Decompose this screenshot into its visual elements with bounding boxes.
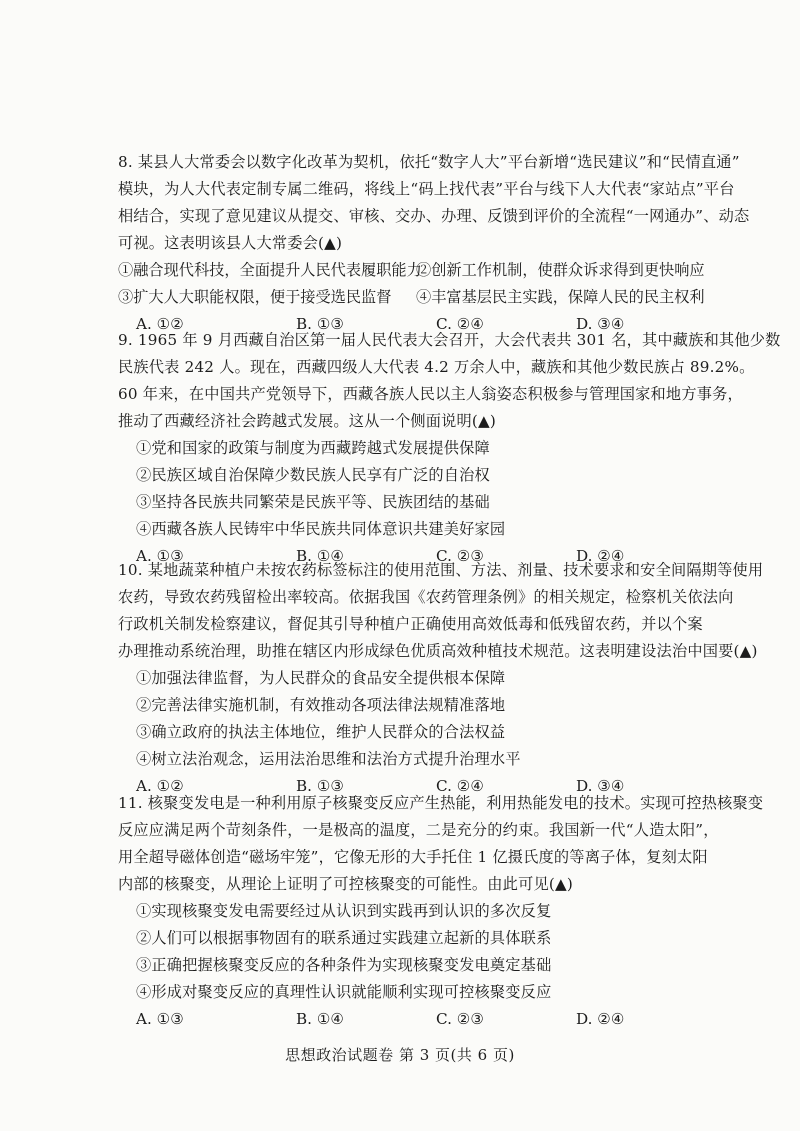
statement-1: ①加强法律监督，为人民群众的食品安全提供根本保障 [136,669,506,687]
question-11-stem-line-1: 11. 核聚变发电是一种利用原子核聚变反应产生热能，利用热能发电的技术。实现可控热核聚变 [118,794,764,812]
option-b: B. ①④ [296,1010,345,1028]
option-a: A. ①② [136,777,184,795]
question-9-stem-line-4: 推动了西藏经济社会跨越式发展。这从一个侧面说明(▲) [118,412,497,430]
option-b: B. ①③ [296,315,345,333]
question-8-stem-line-1: 8. 某县人大常委会以数字化改革为契机，依托“数字人大”平台新增“选民建议”和“民情直通” [118,153,740,171]
statement-4: ④形成对聚变反应的真理性认识就能顺利实现可控核聚变反应 [136,983,552,1001]
option-c: C. ②④ [436,777,484,795]
option-c: C. ②③ [436,1010,484,1028]
question-9-stem-line-1: 9. 1965 年 9 月西藏自治区第一届人民代表大会召开，大会代表共 301 名，其中藏族和其他少数 [118,331,781,349]
question-8 [118,149,750,338]
question-8-statements-row-1 [118,257,718,284]
statement-1: ①党和国家的政策与制度为西藏跨越式发展提供保障 [136,439,490,457]
option-a: A. ①③ [136,547,184,565]
question-8-stem-line-4: 可视。这表明该县人大常委会(▲) [118,234,343,252]
statement-4: ④丰富基层民主实践，保障人民的民主权利 [416,288,705,306]
statement-2: ②完善法律实施机制，有效推动各项法律法规精准落地 [136,696,506,714]
question-11-options [118,1006,718,1033]
option-a: A. ①③ [136,1010,184,1028]
option-a: A. ①② [136,315,184,333]
question-9-stem-line-3: 60 年来，在中国共产党领导下，西藏各族人民以主人翁姿态积极参与管理国家和地方事务， [118,385,743,403]
statement-4: ④树立法治观念，运用法治思维和法治方式提升治理水平 [136,750,521,768]
statement-3: ③扩大人大职能权限，便于接受选民监督 [118,288,392,306]
question-10-stem-line-1: 10. 某地蔬菜种植户未按农药标签标注的使用范围、方法、剂量、技术要求和安全间隔期等使用 [118,561,764,579]
statement-3: ③确立政府的执法主体地位，维护人民群众的合法权益 [136,723,506,741]
question-10-stem-line-2: 农药，导致农药残留检出率较高。依据我国《农药管理条例》的相关规定，检察机关依法向 [118,588,734,606]
option-b: B. ①③ [296,777,345,795]
statement-2: ②民族区域自治保障少数民族人民享有广泛的自治权 [136,466,490,484]
option-d: D. ③④ [576,315,625,333]
question-11 [118,790,764,1033]
question-10 [118,557,764,800]
question-8-statements-row-2 [118,284,718,311]
statement-2: ②创新工作机制，使群众诉求得到更快响应 [416,261,705,279]
option-b: B. ①④ [296,547,345,565]
option-d: D. ②④ [576,547,625,565]
question-8-stem-line-2: 模块，为人大代表定制专属二维码，将线上“码上找代表”平台与线下人大代表“家站点”平台 [118,180,735,198]
option-c: C. ②④ [436,315,484,333]
option-c: C. ②③ [436,547,484,565]
question-8-stem-line-3: 相结合，实现了意见建议从提交、审核、交办、办理、反馈到评价的全流程“一网通办”、动态 [118,207,750,225]
statement-1: ①实现核聚变发电需要经过从认识到实践再到认识的多次反复 [136,902,552,920]
statement-4: ④西藏各族人民铸牢中华民族共同体意识共建美好家园 [136,520,506,538]
statement-2: ②人们可以根据事物固有的联系通过实践建立起新的具体联系 [136,929,552,947]
statement-3: ③坚持各民族共同繁荣是民族平等、民族团结的基础 [136,493,490,511]
page-footer: 思想政治试题卷 第 3 页(共 6 页) [285,1046,515,1064]
question-11-stem-line-4: 内部的核聚变，从理论上证明了可控核聚变的可能性。由此可见(▲) [118,875,573,893]
question-10-stem-line-3: 行政机关制发检察建议，督促其引导种植户正确使用高效低毒和低残留农药，并以个案 [118,615,703,633]
option-d: D. ③④ [576,777,625,795]
statement-3: ③正确把握核聚变反应的各种条件为实现核聚变发电奠定基础 [136,956,552,974]
question-10-stem-line-4: 办理推动系统治理，助推在辖区内形成绿色优质高效种植技术规范。这表明建设法治中国要(▲) [118,642,758,660]
question-11-stem-line-2: 反应应满足两个苛刻条件，一是极高的温度，二是充分的约束。我国新一代“人造太阳”， [118,821,719,839]
statement-1: ①融合现代科技，全面提升人民代表履职能力 [118,261,422,279]
option-d: D. ②④ [576,1010,625,1028]
question-9-stem-line-2: 民族代表 242 人。现在，西藏四级人大代表 4.2 万余人中，藏族和其他少数民族占 89.2%。 [118,358,755,376]
question-11-stem-line-3: 用全超导磁体创造“磁场牢笼”，它像无形的大手托住 1 亿摄氏度的等离子体，复刻太阳 [118,848,708,866]
